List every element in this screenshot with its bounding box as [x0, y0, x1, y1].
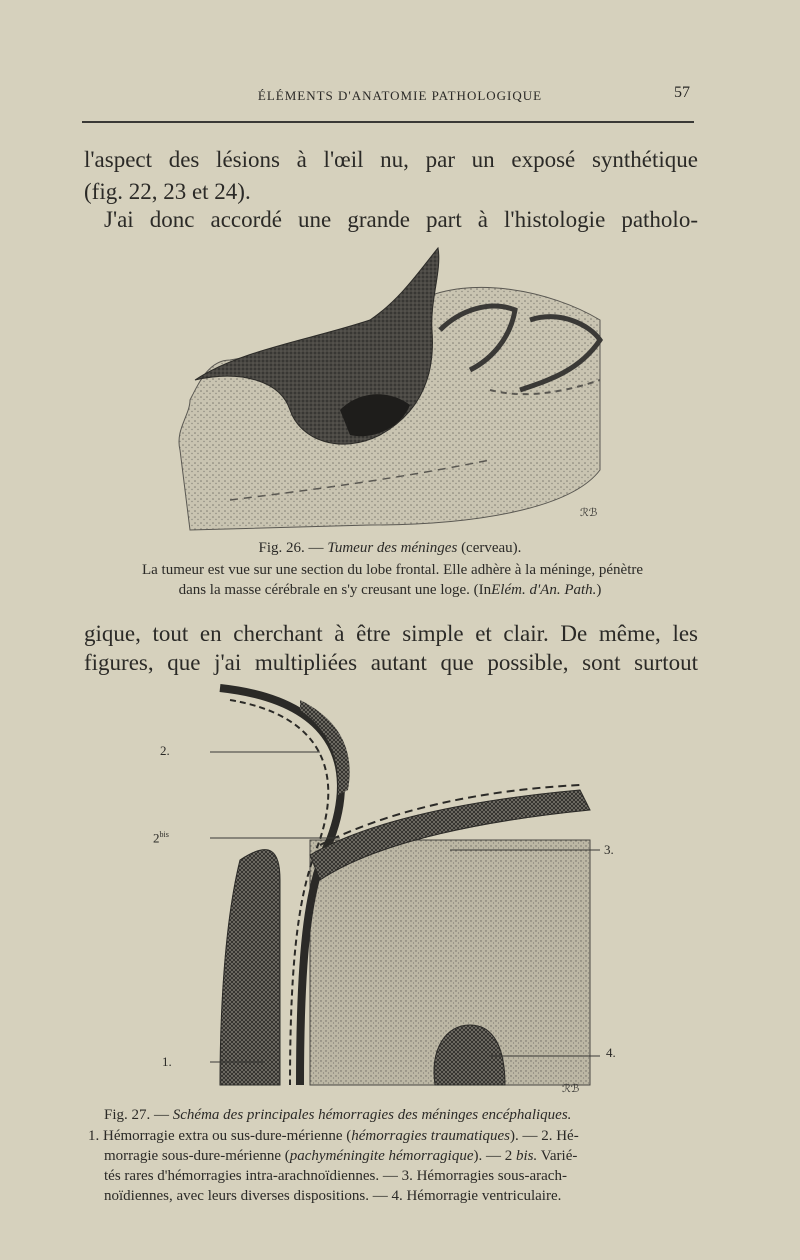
label-2bis — [153, 830, 169, 846]
caption-label: Fig. 26. — — [258, 540, 324, 556]
figure-27-caption-line: noïdiennes, avec leurs diverses dispositions. — 4. Hémorragie ventriculaire. — [104, 1188, 562, 1204]
caption-italic: hémorragies traumatiques — [351, 1128, 510, 1144]
desc-source: Elém. d'An. Path. — [491, 582, 597, 598]
caption-text: ). — 2. Hé- — [509, 1128, 579, 1144]
caption-rest: (cerveau). — [461, 540, 522, 556]
paragraph-line: J'ai donc accordé une grande part à l'histologie patholo- — [104, 207, 698, 232]
figure-27-caption-line — [104, 1147, 577, 1166]
caption-italic: pachyméningite hémorragique — [289, 1148, 474, 1164]
label-2: 2. — [160, 743, 170, 758]
caption-text: 1. Hémorragie extra ou sus-dure-mérienne ( — [88, 1128, 352, 1144]
figure-27-caption-line — [88, 1127, 579, 1146]
caption-italic: bis. — [515, 1148, 538, 1164]
caption-text: ). — 2 — [473, 1148, 513, 1164]
figure-26-caption — [80, 539, 700, 558]
caption-label: Fig. 27. — — [104, 1107, 170, 1123]
paragraph-line: figures, que j'ai multipliées autant que possible, sont surtout — [84, 650, 698, 675]
figure-26-signature: ℛℬ — [580, 507, 598, 519]
paragraph-line: l'aspect des lésions à l'œil nu, par un exposé synthétique — [84, 147, 698, 172]
subdural-hematoma — [300, 700, 350, 795]
caption-text: Varié- — [540, 1148, 578, 1164]
paragraph-line: (fig. 22, 23 et 24). — [84, 179, 251, 204]
caption-title: Schéma des principales hémorragies des méninges encéphaliques. — [172, 1107, 572, 1123]
figure-27-illustration — [210, 680, 610, 1100]
running-head: ÉLÉMENTS D'ANATOMIE PATHOLOGIQUE — [257, 88, 543, 103]
desc-paren: ) — [596, 582, 602, 598]
page-number: 57 — [674, 84, 690, 101]
figure-27-signature: ℛℬ — [562, 1083, 580, 1095]
desc-text: dans la masse cérébrale en s'y creusant une loge. (In — [178, 582, 492, 598]
figure-27-caption — [104, 1106, 571, 1125]
figure-27-caption-line: tés rares d'hémorragies intra-arachnoïdiennes. — 3. Hémorragies sous-arach- — [104, 1168, 567, 1184]
caption-title: Tumeur des méninges — [327, 540, 458, 556]
label-2bis-sup: bis — [159, 830, 169, 839]
label-4: 4. — [606, 1045, 616, 1060]
extradural-hematoma — [220, 850, 280, 1085]
figure-26-description-2 — [80, 581, 700, 600]
figure-26-illustration — [170, 240, 610, 540]
label-2bis-num: 2 — [153, 830, 160, 846]
label-3: 3. — [604, 842, 614, 857]
caption-text: morragie sous-dure-mérienne ( — [104, 1148, 290, 1164]
figure-26-description: La tumeur est vue sur une section du lobe frontal. Elle adhère à la méninge, pénètre — [141, 562, 644, 578]
paragraph-line: gique, tout en cherchant à être simple et clair. De même, les — [84, 621, 698, 646]
label-1: 1. — [162, 1054, 172, 1069]
header-rule — [82, 121, 694, 123]
